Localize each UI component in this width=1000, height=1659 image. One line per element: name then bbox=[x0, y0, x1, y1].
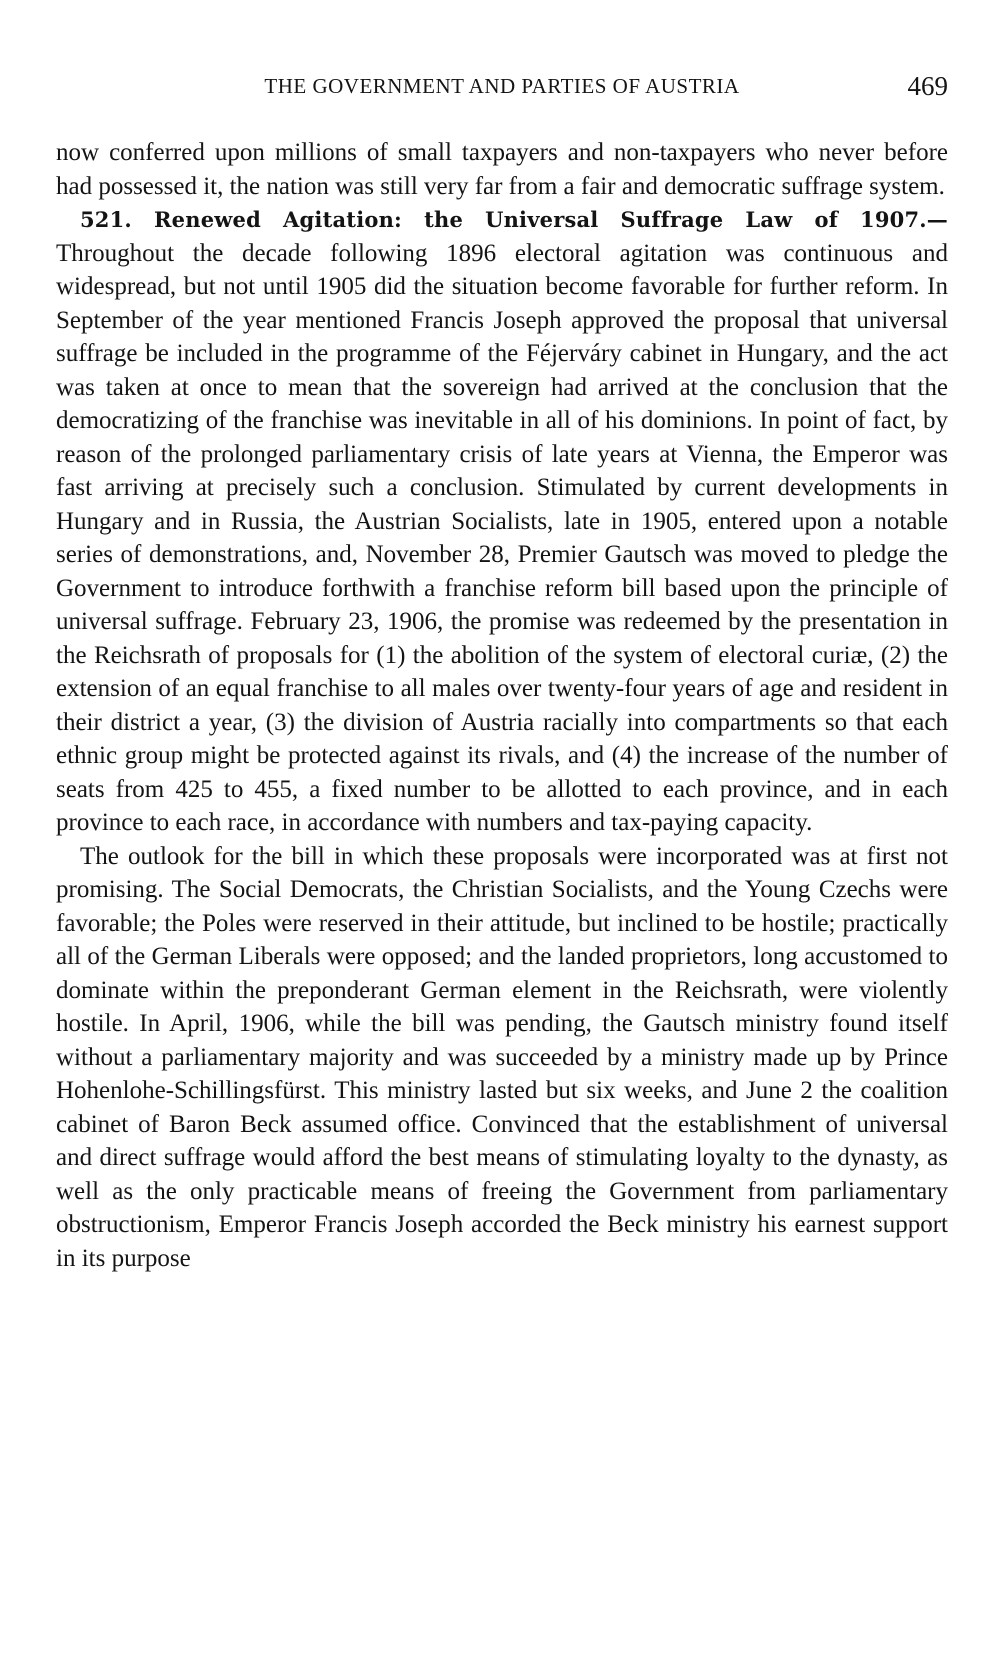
paragraph-section-521 bbox=[56, 203, 948, 840]
paragraph-continuation: now conferred upon millions of small taxpayers and non-taxpayers who never before had possessed it, the nation was still very far from a fair and democratic suffrage system. bbox=[56, 139, 948, 200]
running-title: THE GOVERNMENT AND PARTIES OF AUSTRIA bbox=[264, 74, 740, 98]
running-head bbox=[56, 68, 948, 104]
paragraph: The outlook for the bill in which these proposals were incorporated was at first not promising. The Social Democrats, the Christian Socialists, and the Young Czechs were favorable; the Poles were reserved in their attitude, but inclined to be hostile; practically all of the German Liberals were opposed; and the landed proprietors, long accustomed to dominate within the preponderant German element in the Reichsrath, were violently hostile. In April, 1906, while the bill was pending, the Gautsch ministry found itself without a parliamentary majority and was succeeded by a ministry made up by Prince Hohenlohe-Schillingsfürst. This ministry lasted but six weeks, and June 2 the coalition cabinet of Baron Beck assumed office. Convinced that the establishment of universal and direct suffrage would afford the best means of stimulating loyalty to the dynasty, as well as the only practicable means of freeing the Government from parliamentary obstructionism, Emperor Francis Joseph accorded the Beck ministry his earnest support in its purpose bbox=[56, 842, 948, 1272]
body-text bbox=[56, 136, 948, 1275]
paragraph-text: Throughout the decade following 1896 electoral agitation was continuous and widespread, but not until 1905 did the situation become favorable for further reform. In September of the year mentioned Francis Joseph approved the proposal that universal suffrage be included in the programme of the Féjerváry cabinet in Hungary, and the act was taken at once to mean that the sovereign had arrived at the conclusion that the democratizing of the franchise was inevitable in all of his dominions. In point of fact, by reason of the prolonged parliamentary crisis of late years at Vienna, the Emperor was fast arriving at precisely such a conclusion. Stimulated by current developments in Hungary and in Russia, the Austrian Socialists, late in 1905, entered upon a notable series of demonstrations, and, November 28, Premier Gautsch was moved to pledge the Government to introduce forthwith a franchise reform bill based upon the principle of universal suffrage. February 23, 1906, the promise was redeemed by the presentation in the Reichsrath of proposals for (1) the abolition of the system of electoral curiæ, (2) the extension of an equal franchise to all males over twenty-four years of age and resident in their district a year, (3) the division of Austria racially into compartments so that each ethnic group might be protected against its rivals, and (4) the increase of the number of seats from 425 to 455, a fixed number to be allotted to each province, and in each province to each race, in accordance with numbers and tax-paying capacity. bbox=[56, 239, 948, 836]
page-number: 469 bbox=[907, 71, 948, 101]
section-heading: 521. Renewed Agitation: the Universal Suffrage Law of 1907.— bbox=[80, 207, 948, 232]
